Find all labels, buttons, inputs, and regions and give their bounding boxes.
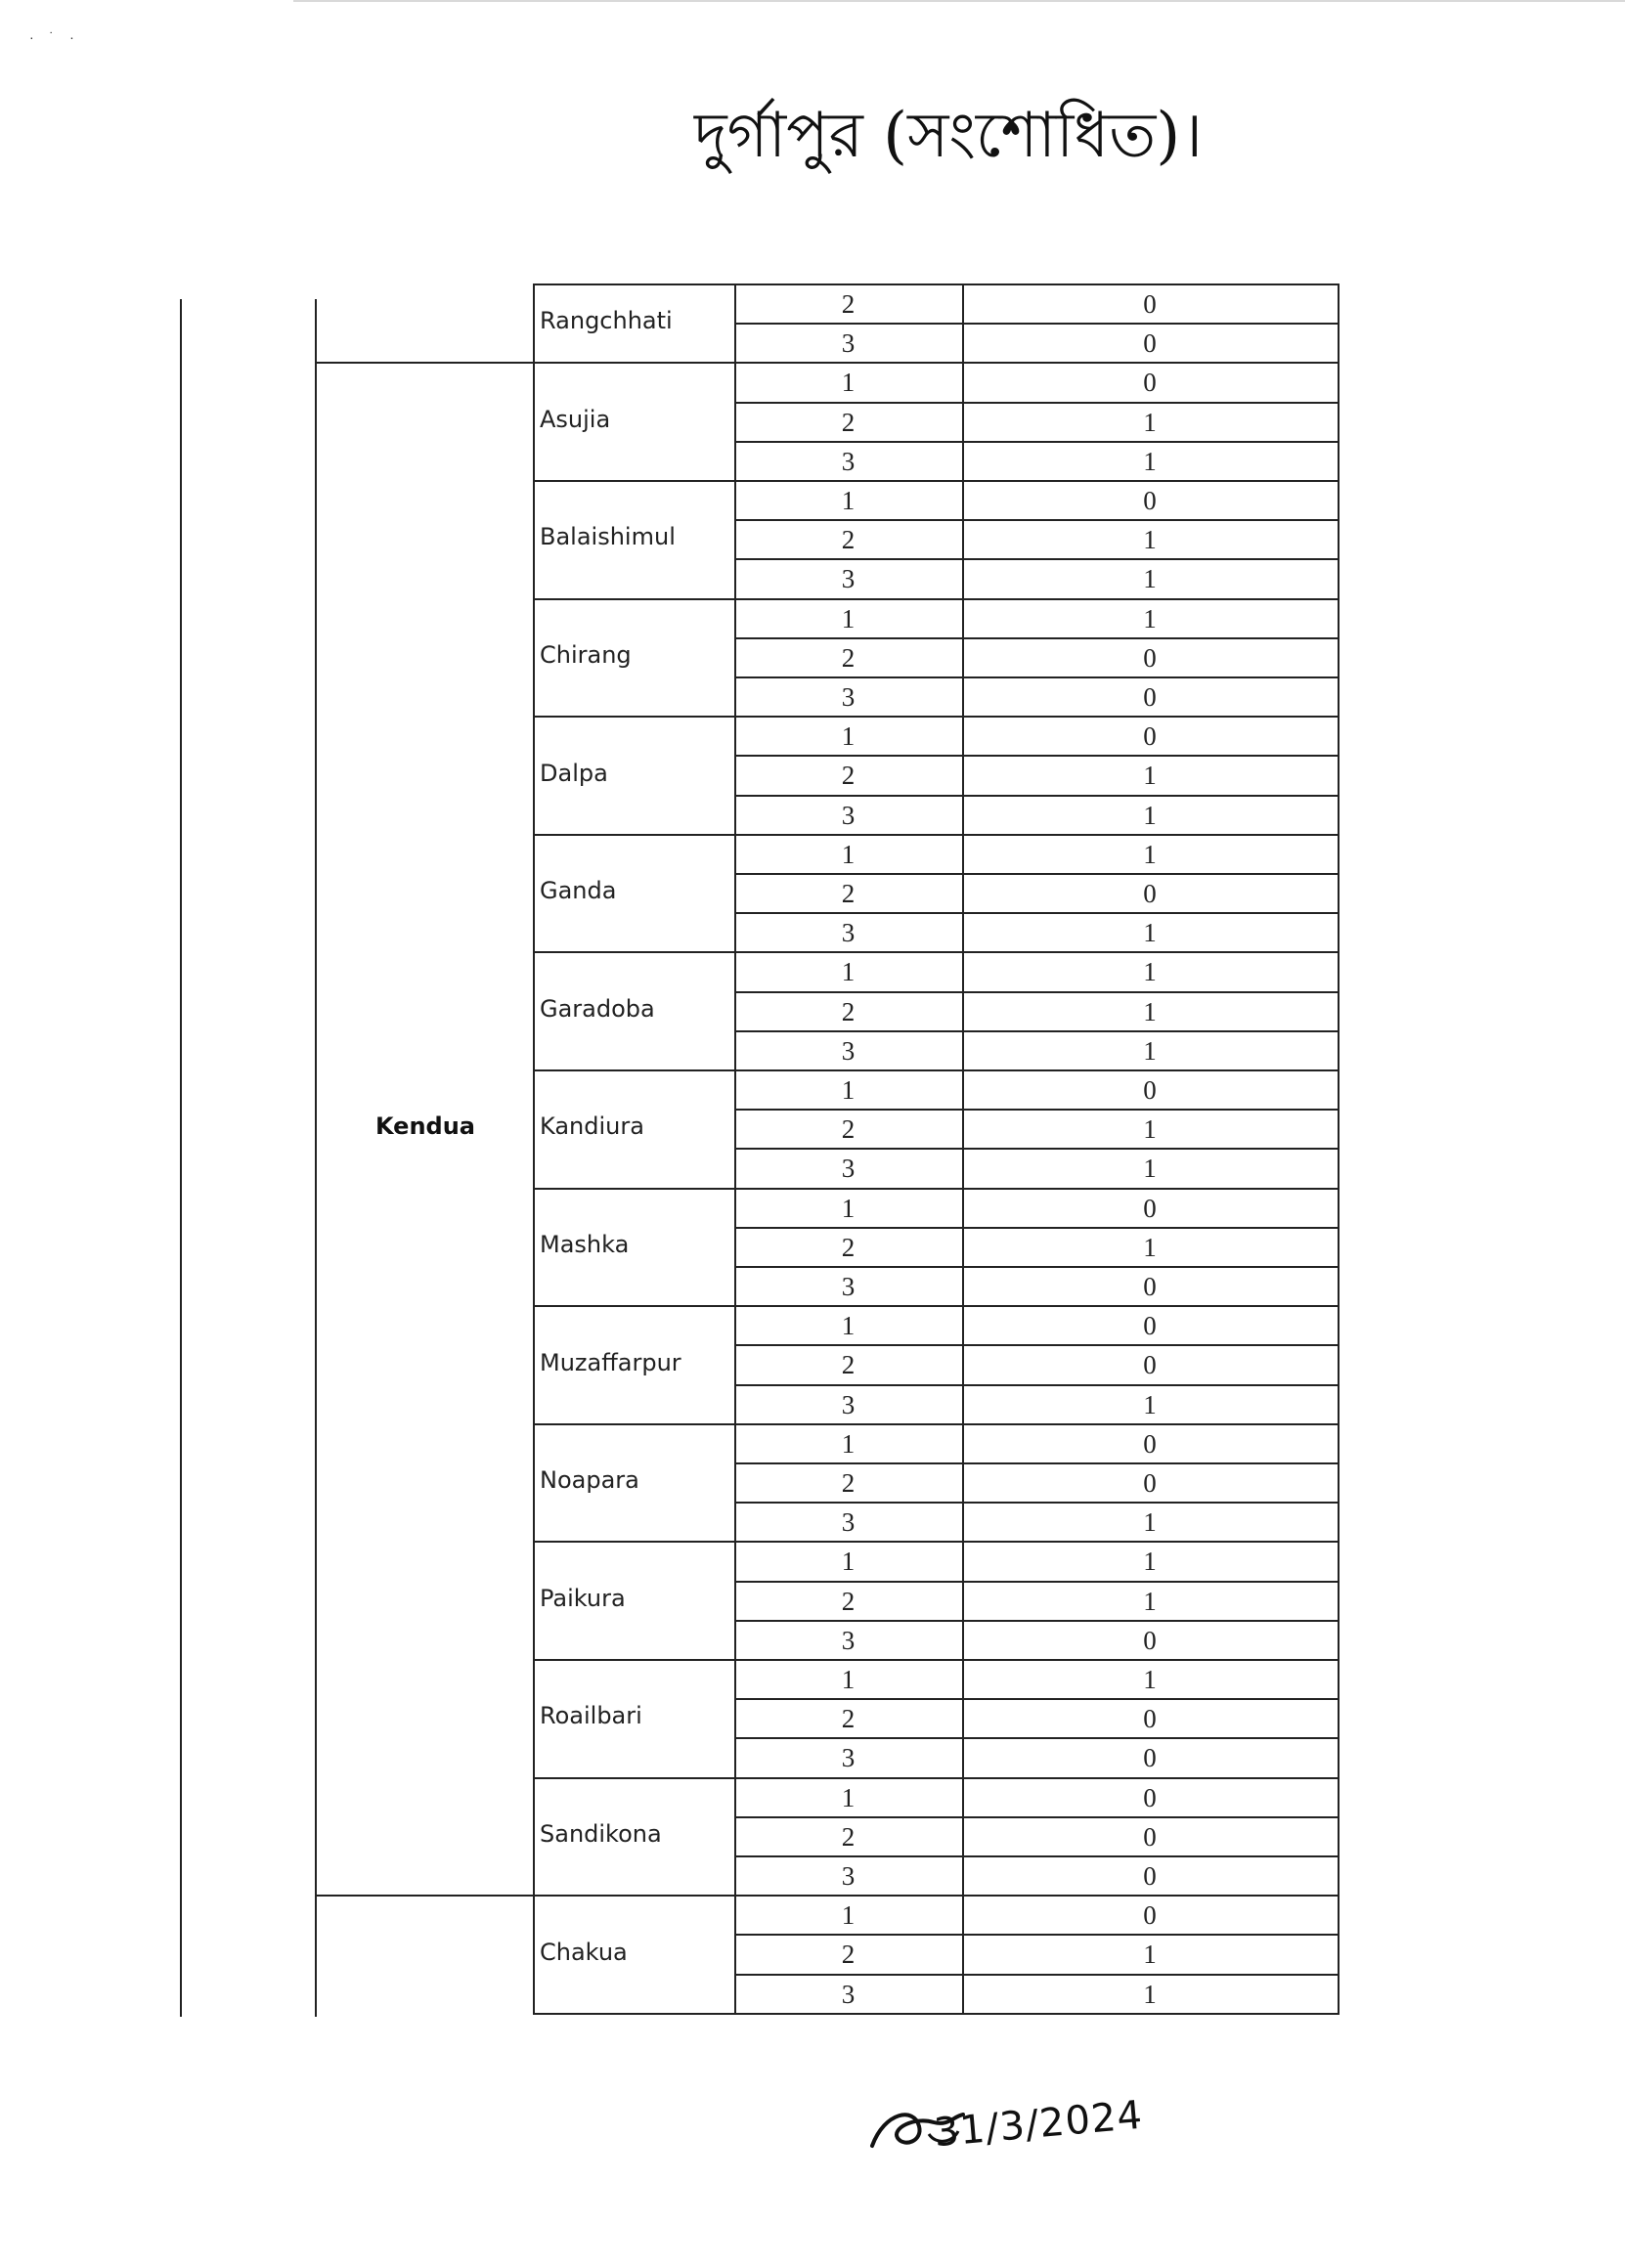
row-divider <box>734 1737 1338 1739</box>
row-number: 2 <box>841 1232 856 1262</box>
row-value: 0 <box>1143 289 1157 319</box>
row-value: 1 <box>1143 1547 1157 1577</box>
row-value: 1 <box>1143 446 1157 476</box>
row-number: 3 <box>841 1979 856 2009</box>
block-name: Kendua <box>375 1112 475 1141</box>
row-divider <box>734 2013 1338 2015</box>
page-top-edge <box>293 0 1625 2</box>
row-divider <box>734 1934 1338 1936</box>
row-number: 2 <box>841 1940 856 1970</box>
row-number: 3 <box>841 1743 856 1773</box>
row-number: 2 <box>841 1821 856 1852</box>
row-value: 0 <box>1143 1861 1157 1891</box>
village-name: Muzaffarpur <box>540 1348 681 1376</box>
row-divider <box>734 912 1338 914</box>
row-number: 1 <box>841 1547 856 1577</box>
village-name: Paikura <box>540 1584 626 1612</box>
row-divider <box>734 441 1338 443</box>
row-value: 1 <box>1143 1979 1157 2009</box>
row-value: 0 <box>1143 1743 1157 1773</box>
row-number: 2 <box>841 761 856 791</box>
row-value: 1 <box>1143 1586 1157 1616</box>
row-value: 1 <box>1143 1389 1157 1419</box>
row-number: 1 <box>841 1900 856 1931</box>
row-value: 1 <box>1143 1232 1157 1262</box>
row-number: 1 <box>841 603 856 633</box>
row-number: 3 <box>841 1035 856 1066</box>
row-divider <box>734 991 1338 993</box>
row-value: 0 <box>1143 1625 1157 1655</box>
row-value: 0 <box>1143 486 1157 515</box>
row-value: 1 <box>1143 1114 1157 1145</box>
row-number: 1 <box>841 1193 856 1223</box>
row-divider <box>734 834 1338 836</box>
village-name: Sandikona <box>540 1819 662 1848</box>
row-number: 3 <box>841 564 856 594</box>
row-number: 2 <box>841 642 856 673</box>
row-divider <box>734 1305 1338 1307</box>
row-value: 1 <box>1143 1035 1157 1066</box>
row-value: 0 <box>1143 721 1157 752</box>
row-number: 1 <box>841 1782 856 1812</box>
village-divider <box>533 716 734 718</box>
row-number: 3 <box>841 1507 856 1538</box>
row-number: 2 <box>841 407 856 437</box>
row-divider <box>734 716 1338 718</box>
handwritten-title: দুর্গাপুর (সংশোধিত)। <box>694 100 1204 172</box>
row-value: 0 <box>1143 682 1157 712</box>
row-divider <box>734 1188 1338 1190</box>
village-name: Balaishimul <box>540 523 676 551</box>
row-value: 1 <box>1143 839 1157 869</box>
row-number: 3 <box>841 800 856 830</box>
row-number: 3 <box>841 1272 856 1301</box>
table-top-border <box>533 284 1338 285</box>
row-divider <box>734 402 1338 404</box>
row-divider <box>734 598 1338 600</box>
signature-date: 31/3/2024 <box>932 2092 1145 2157</box>
row-divider <box>734 1423 1338 1425</box>
row-value: 0 <box>1143 1272 1157 1301</box>
row-number: 1 <box>841 1665 856 1694</box>
row-number: 1 <box>841 1075 856 1105</box>
row-divider <box>734 1109 1338 1111</box>
row-number: 3 <box>841 446 856 476</box>
row-value: 0 <box>1143 1311 1157 1341</box>
row-number: 2 <box>841 1350 856 1380</box>
row-value: 1 <box>1143 996 1157 1026</box>
village-name: Kandiura <box>540 1112 644 1141</box>
row-value: 1 <box>1143 564 1157 594</box>
row-number: 2 <box>841 879 856 908</box>
row-divider <box>734 1974 1338 1976</box>
row-value: 0 <box>1143 642 1157 673</box>
row-value: 0 <box>1143 879 1157 908</box>
row-divider <box>734 1266 1338 1268</box>
row-value: 0 <box>1143 1350 1157 1380</box>
row-divider <box>734 1659 1338 1661</box>
row-value: 1 <box>1143 1940 1157 1970</box>
scan-specks: · ˙ · <box>29 29 80 45</box>
row-value: 0 <box>1143 1900 1157 1931</box>
village-divider <box>533 1541 734 1543</box>
row-divider <box>734 676 1338 678</box>
row-number: 2 <box>841 1704 856 1734</box>
row-value: 0 <box>1143 328 1157 359</box>
village-name: Roailbari <box>540 1702 642 1730</box>
row-value: 0 <box>1143 1075 1157 1105</box>
village-divider <box>533 951 734 953</box>
row-divider <box>734 1541 1338 1543</box>
row-number: 2 <box>841 1586 856 1616</box>
village-name: Chirang <box>540 640 632 669</box>
row-number: 3 <box>841 1625 856 1655</box>
row-value: 1 <box>1143 525 1157 555</box>
row-value: 0 <box>1143 1193 1157 1223</box>
village-divider <box>533 1069 734 1071</box>
row-value: 1 <box>1143 1665 1157 1694</box>
row-number: 2 <box>841 1468 856 1498</box>
row-number: 2 <box>841 996 856 1026</box>
row-divider <box>734 519 1338 521</box>
village-divider <box>533 1777 734 1779</box>
row-value: 0 <box>1143 368 1157 398</box>
row-divider <box>734 1777 1338 1779</box>
row-value: 1 <box>1143 761 1157 791</box>
block-column-border <box>315 299 317 2017</box>
village-divider <box>533 1895 734 1897</box>
block-divider <box>315 1895 533 1897</box>
table-right-border <box>1338 284 1340 2015</box>
row-divider <box>734 951 1338 953</box>
outer-left-border <box>180 299 182 2017</box>
village-divider <box>533 1423 734 1425</box>
row-divider <box>734 1855 1338 1857</box>
row-number: 3 <box>841 918 856 948</box>
village-name: Dalpa <box>540 759 608 787</box>
village-name: Ganda <box>540 877 617 905</box>
row-divider <box>734 1816 1338 1818</box>
row-number: 1 <box>841 957 856 987</box>
row-number: 1 <box>841 486 856 515</box>
row-number: 2 <box>841 1114 856 1145</box>
row-number: 1 <box>841 1311 856 1341</box>
row-number: 1 <box>841 368 856 398</box>
village-name: Asujia <box>540 405 611 433</box>
row-value: 0 <box>1143 1704 1157 1734</box>
row-divider <box>734 1895 1338 1897</box>
row-value: 0 <box>1143 1468 1157 1498</box>
row-value: 0 <box>1143 1782 1157 1812</box>
row-value: 1 <box>1143 603 1157 633</box>
row-divider <box>734 1030 1338 1032</box>
row-number: 3 <box>841 1154 856 1184</box>
village-name: Noapara <box>540 1466 639 1495</box>
village-divider <box>533 2013 734 2015</box>
row-divider <box>734 1698 1338 1700</box>
row-number: 3 <box>841 1389 856 1419</box>
village-divider <box>533 1305 734 1307</box>
row-divider <box>734 323 1338 325</box>
row-divider <box>734 1581 1338 1583</box>
row-divider <box>734 1227 1338 1229</box>
row-number: 3 <box>841 682 856 712</box>
number-column-border <box>734 284 736 2015</box>
village-divider <box>533 480 734 482</box>
row-divider <box>734 1620 1338 1622</box>
row-number: 1 <box>841 839 856 869</box>
village-divider <box>533 834 734 836</box>
row-divider <box>734 873 1338 875</box>
row-divider <box>734 1344 1338 1346</box>
row-value: 0 <box>1143 1821 1157 1852</box>
row-divider <box>734 795 1338 797</box>
row-number: 1 <box>841 1428 856 1459</box>
row-divider <box>734 1462 1338 1464</box>
row-number: 2 <box>841 525 856 555</box>
value-column-border <box>962 284 964 2015</box>
row-value: 0 <box>1143 1428 1157 1459</box>
village-name: Mashka <box>540 1230 630 1258</box>
row-divider <box>734 362 1338 364</box>
village-name: Chakua <box>540 1938 628 1966</box>
village-column-border <box>533 284 535 2015</box>
village-divider <box>533 362 734 364</box>
row-value: 1 <box>1143 1154 1157 1184</box>
village-divider <box>533 1659 734 1661</box>
row-divider <box>734 1069 1338 1071</box>
row-value: 1 <box>1143 407 1157 437</box>
village-name: Garadoba <box>540 994 655 1023</box>
village-name: Rangchhati <box>540 307 673 335</box>
village-divider <box>533 1188 734 1190</box>
row-value: 1 <box>1143 800 1157 830</box>
row-divider <box>734 1384 1338 1386</box>
row-number: 3 <box>841 1861 856 1891</box>
row-divider <box>734 637 1338 639</box>
row-value: 1 <box>1143 957 1157 987</box>
row-value: 1 <box>1143 1507 1157 1538</box>
row-divider <box>734 1502 1338 1504</box>
row-number: 1 <box>841 721 856 752</box>
row-value: 1 <box>1143 918 1157 948</box>
village-divider <box>533 598 734 600</box>
row-divider <box>734 480 1338 482</box>
row-number: 2 <box>841 289 856 319</box>
row-divider <box>734 1148 1338 1150</box>
block-divider <box>315 362 533 364</box>
row-number: 3 <box>841 328 856 359</box>
row-divider <box>734 558 1338 560</box>
row-divider <box>734 755 1338 757</box>
